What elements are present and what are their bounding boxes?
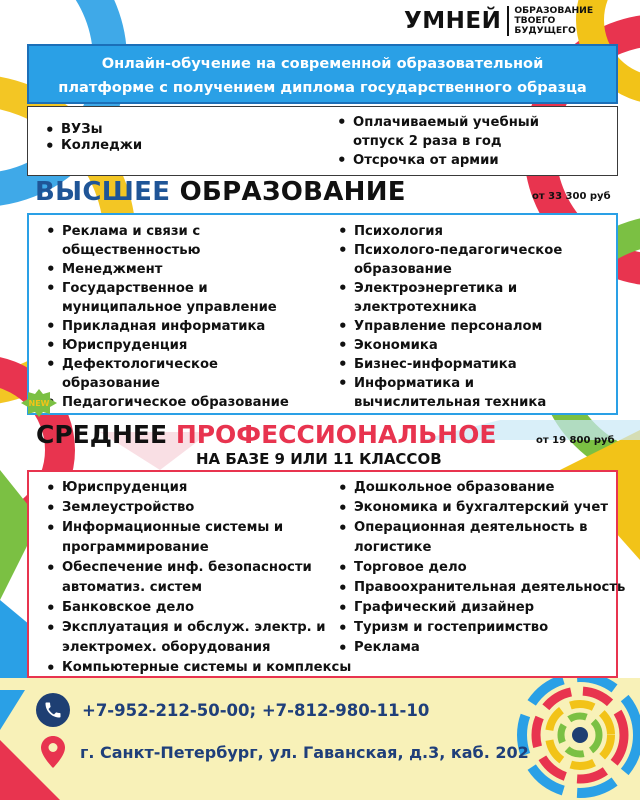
higher-left-list xyxy=(45,222,289,412)
list-item: • Экономика xyxy=(337,336,562,355)
headline-banner xyxy=(27,44,618,104)
new-badge xyxy=(21,389,57,417)
list-item: • Электроэнергетика и электротехника xyxy=(337,279,562,317)
list-item: • Менеджмент xyxy=(45,260,289,279)
list-item: • Колледжи xyxy=(44,138,142,154)
list-item: • Прикладная информатика xyxy=(45,317,289,336)
higher-education-price: от 33 300 руб xyxy=(532,191,611,202)
logo-name: УМНЕЙ xyxy=(404,8,502,34)
higher-right-list xyxy=(337,222,562,412)
list-item: • Информационные системы и программирование xyxy=(45,518,351,558)
list-item: • Банковское дело xyxy=(45,598,351,618)
list-item: • Реклама и связи с общественностью xyxy=(45,222,289,260)
list-item: • Туризм и гостеприимство xyxy=(337,618,625,638)
list-item: • Правоохранительная деятельность xyxy=(337,578,625,598)
list-item: • Торговое дело xyxy=(337,558,625,578)
spo-subtitle: НА БАЗЕ 9 ИЛИ 11 КЛАССОВ xyxy=(196,450,442,468)
list-item: • Информатика и вычислительная техника xyxy=(337,374,562,412)
list-item: • Государственное и муниципальное управление xyxy=(45,279,289,317)
list-item: • Дефектологическое образование xyxy=(45,355,289,393)
intro-box xyxy=(27,106,618,176)
intro-right-list xyxy=(336,113,539,170)
list-item: • Юриспруденция xyxy=(45,478,351,498)
address-text: г. Санкт-Петербург, ул. Гаванская, д.3, каб. 202 xyxy=(80,742,529,762)
phone-numbers[interactable]: +7-952-212-50-00; +7-812-980-11-10 xyxy=(82,700,430,720)
higher-education-box xyxy=(27,213,618,415)
list-item: • Отсрочка от армии xyxy=(336,151,539,170)
list-item: • ВУЗы xyxy=(44,122,142,138)
list-item: • Психолого-педагогическое образование xyxy=(337,241,562,279)
list-item: • Обеспечение инф. безопасности автоматиз. систем xyxy=(45,558,351,598)
phone-icon xyxy=(36,693,70,727)
brand-logo xyxy=(404,6,593,36)
list-item: • Управление персоналом xyxy=(337,317,562,336)
spo-box xyxy=(27,470,626,678)
location-pin-icon xyxy=(36,735,70,769)
list-item: • Землеустройство xyxy=(45,498,351,518)
spo-right-list xyxy=(337,478,625,658)
list-item: • Графический дизайнер xyxy=(337,598,625,618)
list-item: • Психология xyxy=(337,222,562,241)
list-item: • Оплачиваемый учебный отпуск 2 раза в год xyxy=(336,113,539,151)
spo-title: СРЕДНЕЕ ПРОФЕССИОНАЛЬНОЕ xyxy=(36,420,497,449)
logo-divider xyxy=(507,6,509,36)
banner-line-2: платформе с получением диплома государственного образца xyxy=(58,79,587,96)
new-badge-label: NEW xyxy=(28,399,50,408)
list-item: • Реклама xyxy=(337,638,625,658)
higher-education-title: ВЫСШЕЕ ОБРАЗОВАНИЕ xyxy=(35,177,406,207)
address-contact xyxy=(36,735,529,769)
intro-left-list xyxy=(44,122,142,154)
spo-left-list xyxy=(45,478,351,678)
list-item: • Дошкольное образование xyxy=(337,478,625,498)
list-item: • Экономика и бухгалтерский учет xyxy=(337,498,625,518)
list-item: • Юриспруденция xyxy=(45,336,289,355)
list-item: • Компьютерные системы и комплексы xyxy=(45,658,351,678)
list-item: • Эксплуатация и обслуж. электр. и электромех. оборудования xyxy=(45,618,351,658)
list-item: • Бизнес-информатика xyxy=(337,355,562,374)
logo-tagline: ОБРАЗОВАНИЕ ТВОЕГО БУДУЩЕГО xyxy=(514,5,594,36)
spo-price: от 19 800 руб xyxy=(536,435,615,446)
banner-line-1: Онлайн-обучение на современной образовательной xyxy=(101,55,544,72)
list-item: • Операционная деятельность в логистике xyxy=(337,518,625,558)
phone-contact xyxy=(36,693,429,727)
list-item: • Педагогическое образование xyxy=(45,393,289,412)
